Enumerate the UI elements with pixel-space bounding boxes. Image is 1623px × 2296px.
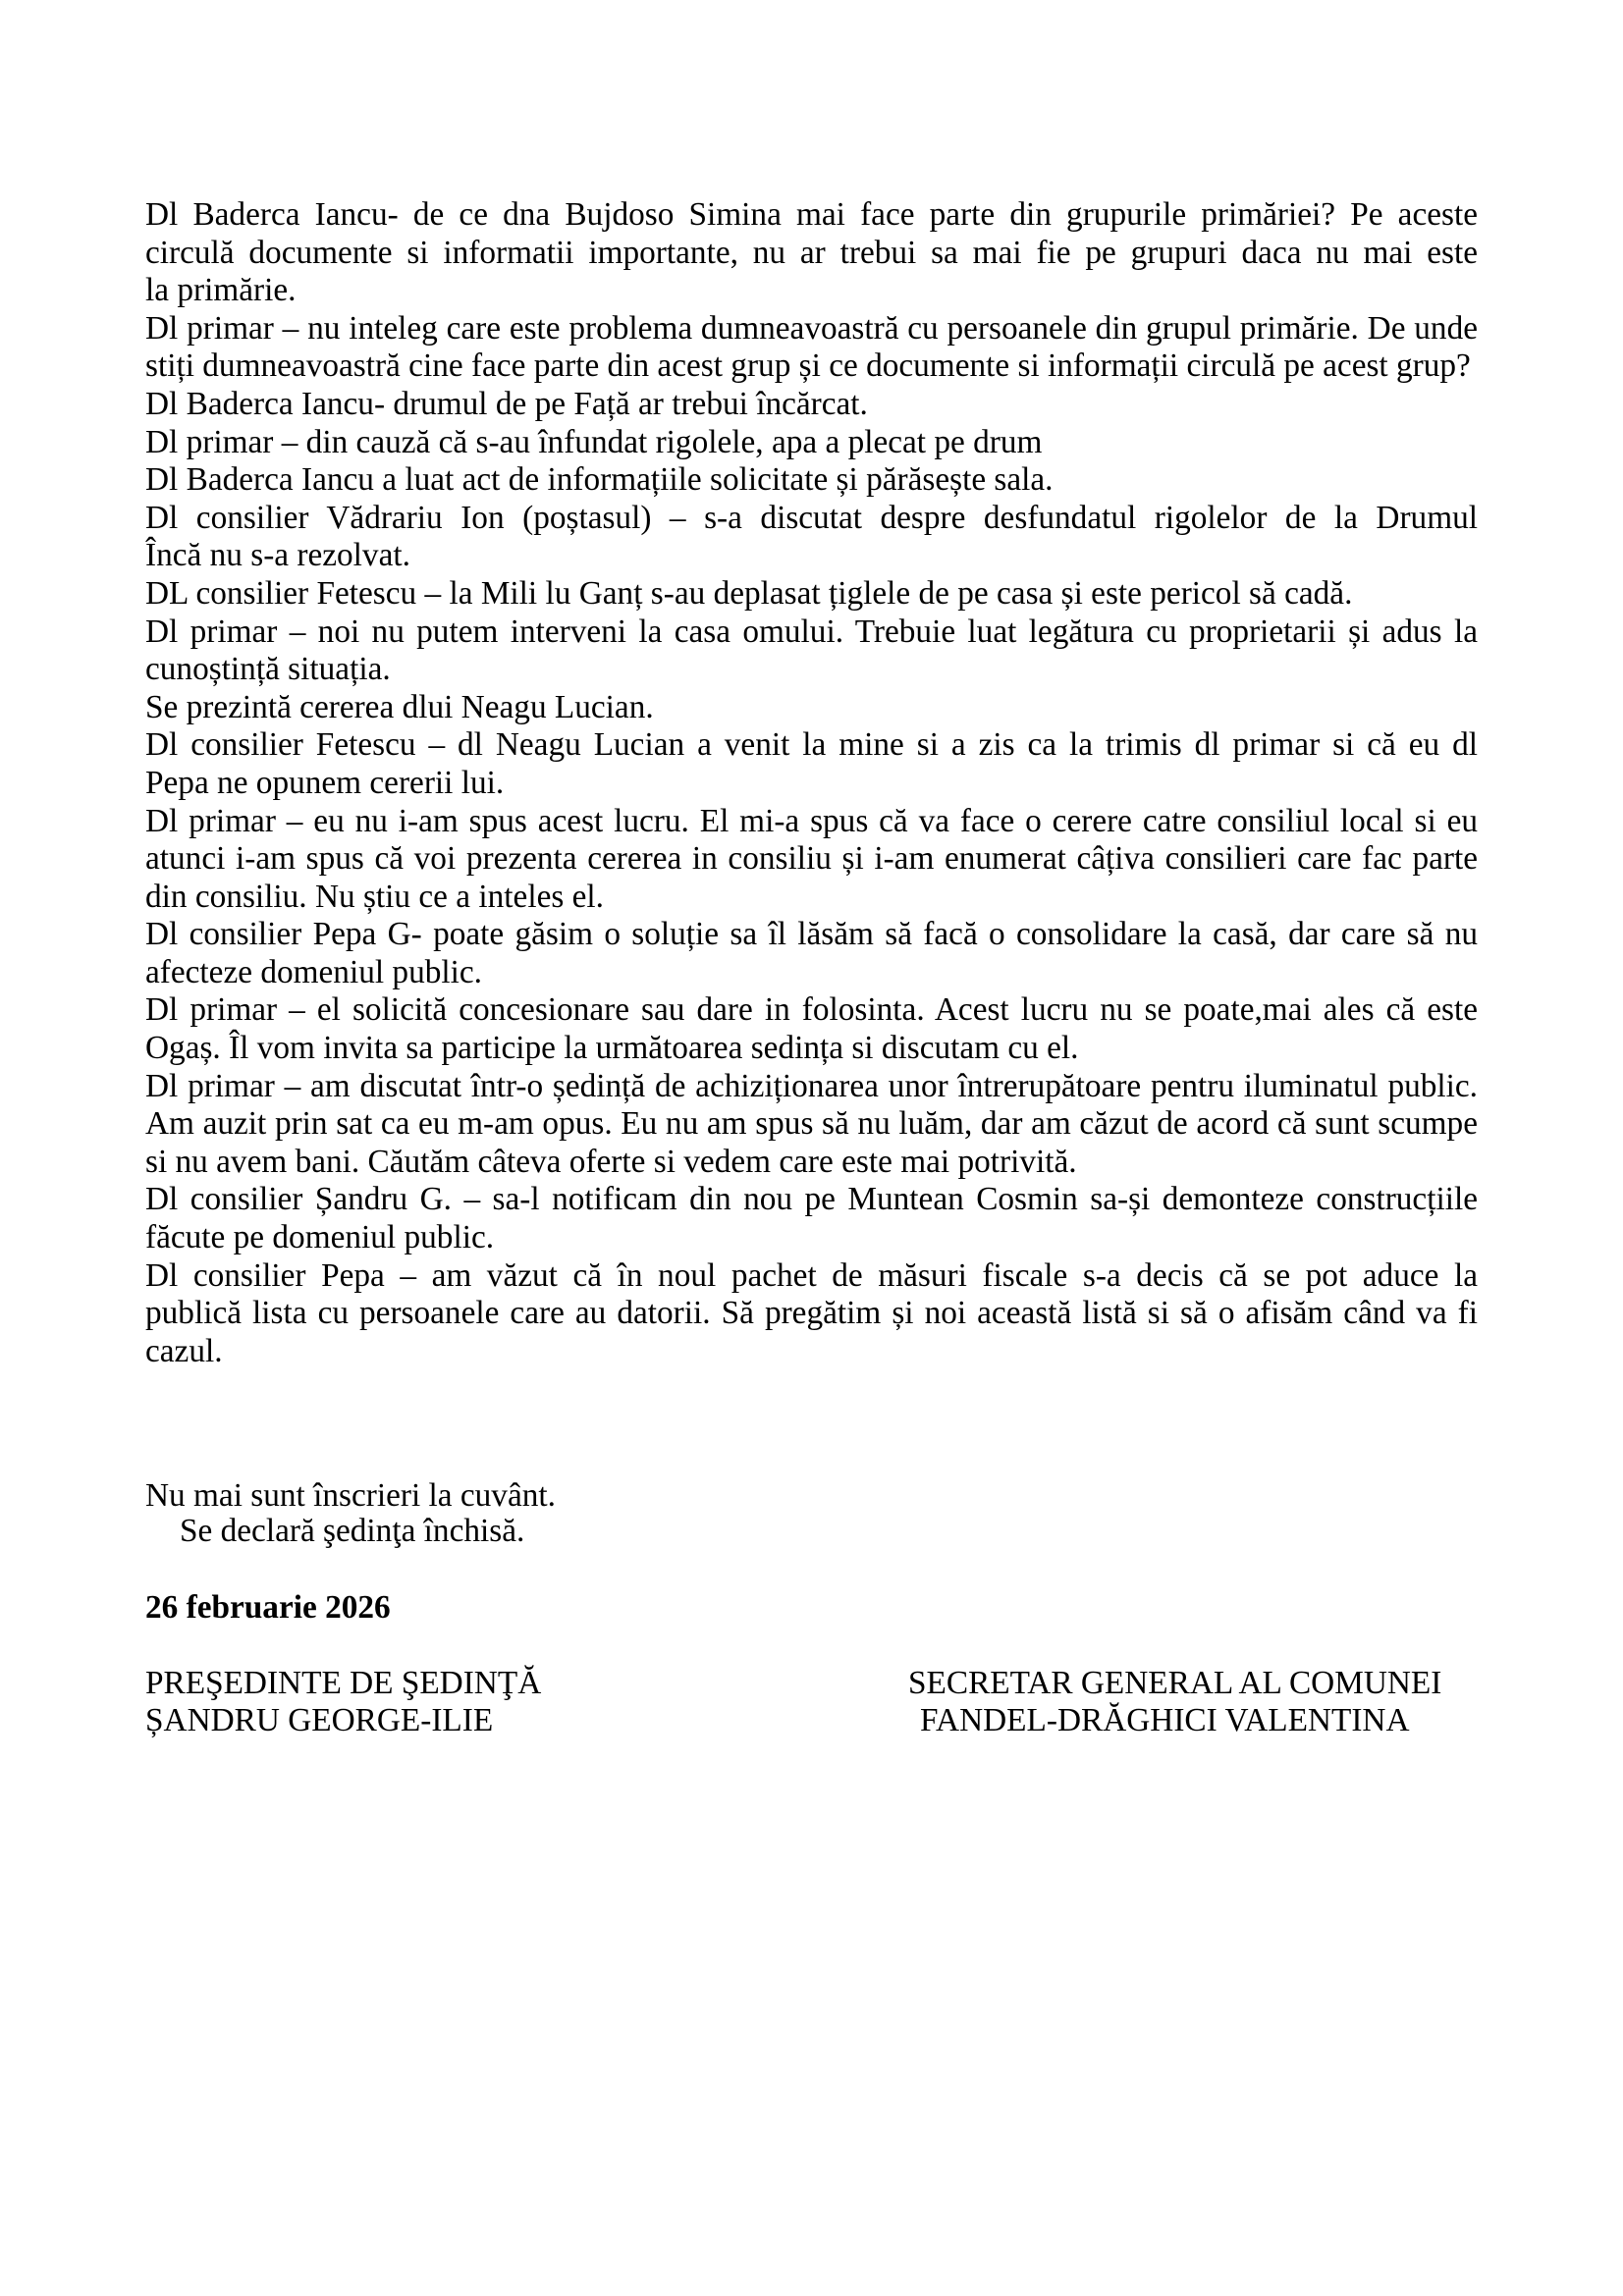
closing-statement: Nu mai sunt înscrieri la cuvânt.: [145, 1477, 556, 1514]
paragraph: [145, 575, 1478, 614]
paragraph: [145, 916, 1478, 991]
paragraph: [145, 461, 1478, 500]
president-name: ȘANDRU GEORGE-ILIE: [145, 1702, 494, 1738]
paragraph-line: Dl primar – din cauză că s-au înfundat rigolele, apa a plecat pe drum: [145, 423, 1043, 460]
paragraph: [145, 196, 1478, 310]
paragraph-line: Dl primar – noi nu putem interveni la casa omului. Trebuie luat legătura cu proprietarii și adus la: [145, 613, 1478, 650]
paragraph-line: Dl primar – nu inteleg care este problema dumneavoastră cu persoanele din grupul primărie. De unde: [145, 309, 1478, 347]
paragraph: [145, 386, 1478, 424]
paragraph-line: Dl Baderca Iancu- drumul de pe Față ar trebui încărcat.: [145, 385, 868, 422]
paragraph-line: Dl primar – am discutat într-o ședință de achiziționarea unor întrerupătoare pentru iluminatul public.: [145, 1067, 1478, 1104]
paragraph-line: făcute pe domeniul public.: [145, 1219, 495, 1256]
minutes-body: [145, 196, 1478, 1370]
document-date: 26 februarie 2026: [145, 1589, 391, 1626]
paragraph-line: Dl consilier Pepa G- poate găsim o soluție sa îl lăsăm să facă o consolidare la casă, dar care să nu: [145, 916, 1478, 953]
paragraph: [145, 726, 1478, 802]
paragraph: [145, 614, 1478, 689]
paragraph-line: Dl primar – eu nu i-am spus acest lucru. El mi-a spus că va face o cerere catre consiliul local si eu: [145, 802, 1478, 839]
paragraph-line: cunoștință situația.: [145, 651, 391, 688]
paragraph: [145, 424, 1478, 462]
paragraph: [145, 689, 1478, 727]
paragraph-line: din consiliu. Nu știu ce a inteles el.: [145, 878, 604, 915]
paragraph-line: Dl Baderca Iancu- de ce dna Bujdoso Simina mai face parte din grupurile primăriei? Pe aceste: [145, 196, 1478, 233]
paragraph-line: Dl consilier Fetescu – dl Neagu Lucian a venit la mine si a zis ca la trimis dl primar si că eu dl: [145, 726, 1478, 764]
paragraph-line: Ogaș. Îl vom invita sa participe la următoarea sedința si discutam cu el.: [145, 1030, 1079, 1067]
paragraph-line: Dl consilier Pepa – am văzut că în noul pachet de măsuri fiscale s-a decis că se pot aduce la: [145, 1256, 1478, 1294]
paragraph: [145, 803, 1478, 917]
paragraph-line: stiți dumneavoastră cine face parte din acest grup și ce documente si informații circulă pe acest grup?: [145, 347, 1471, 385]
paragraph-line: si nu avem bani. Căutăm câteva oferte si vedem care este mai potrivită.: [145, 1143, 1077, 1180]
paragraph-line: Pepa ne opunem cererii lui.: [145, 764, 505, 801]
paragraph-line: DL consilier Fetescu – la Mili lu Ganț s-au deplasat țiglele de pe casa și este pericol să cadă.: [145, 574, 1353, 612]
paragraph: [145, 1181, 1478, 1256]
paragraph: [145, 310, 1478, 386]
session-closed-statement: Se declară şedinţa închisă.: [180, 1513, 525, 1549]
paragraph-line: Dl primar – el solicită concesionare sau dare in folosinta. Acest lucru nu se poate,mai ales că este: [145, 991, 1478, 1029]
paragraph: [145, 991, 1478, 1067]
paragraph-line: la primărie.: [145, 272, 297, 309]
secretary-name: FANDEL-DRĂGHICI VALENTINA: [920, 1702, 1410, 1738]
paragraph-line: afecteze domeniul public.: [145, 953, 482, 990]
paragraph-line: Dl Baderca Iancu a luat act de informațiile solicitate și părăsește sala.: [145, 461, 1054, 499]
paragraph: [145, 500, 1478, 575]
paragraph-line: Încă nu s-a rezolvat.: [145, 537, 410, 574]
paragraph: [145, 1068, 1478, 1182]
paragraph-line: circulă documente si informatii importante, nu ar trebui sa mai fie pe grupuri daca nu mai este: [145, 234, 1478, 271]
paragraph-line: Dl consilier Șandru G. – sa-l notificam din nou pe Muntean Cosmin sa-și demonteze construcțiile: [145, 1181, 1478, 1218]
paragraph-line: atunci i-am spus că voi prezenta cererea in consiliu și i-am enumerat câțiva consilieri care fac parte: [145, 840, 1478, 878]
paragraph-line: Am auzit prin sat ca eu m-am opus. Eu nu am spus să nu luăm, dar am căzut de acord că sunt scumpe: [145, 1105, 1478, 1143]
paragraph-line: cazul.: [145, 1332, 223, 1369]
paragraph-line: Dl consilier Vădrariu Ion (poștasul) – s-a discutat despre desfundatul rigolelor de la Drumul: [145, 499, 1478, 536]
paragraph: [145, 1257, 1478, 1371]
secretary-title: SECRETAR GENERAL AL COMUNEI: [908, 1665, 1442, 1701]
paragraph-line: Se prezintă cererea dlui Neagu Lucian.: [145, 688, 654, 725]
president-title: PREŞEDINTE DE ŞEDINŢĂ: [145, 1665, 542, 1701]
paragraph-line: publică lista cu persoanele care au datorii. Să pregătim și noi această listă si să o afisăm când va fi: [145, 1295, 1478, 1332]
